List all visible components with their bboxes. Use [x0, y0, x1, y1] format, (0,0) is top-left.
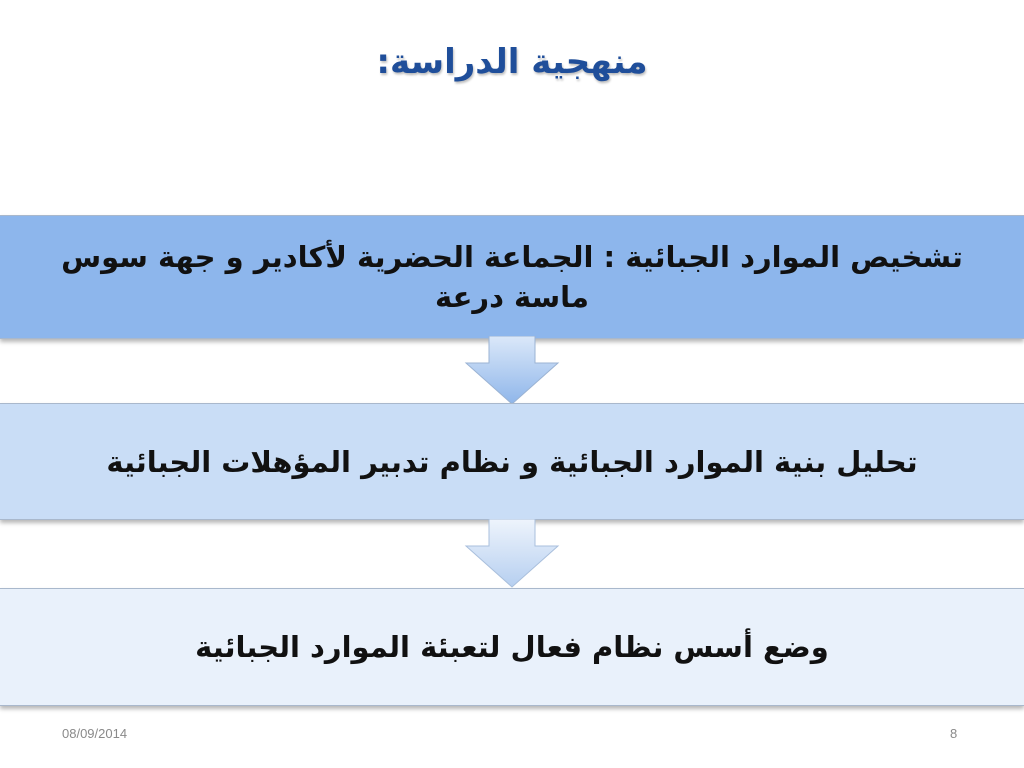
- footer-page-number: 8: [950, 726, 958, 741]
- slide-title: منهجية الدراسة:: [376, 42, 648, 82]
- down-arrow-icon: [0, 519, 1024, 589]
- down-arrow-icon: [0, 336, 1024, 406]
- footer-date: 08/09/2014: [62, 726, 128, 741]
- step-box-2: [0, 403, 1024, 520]
- step-2-text: تحليل بنية الموارد الجبائية و نظام تدبير المؤهلات الجبائية: [106, 444, 918, 479]
- step-box-1: [0, 215, 1024, 339]
- step-box-3: [0, 588, 1024, 706]
- step-3-text: وضع أسس نظام فعال لتعبئة الموارد الجبائية: [195, 630, 829, 664]
- step-1-text: تشخيص الموارد الجبائية : الجماعة الحضرية لأكادير و جهة سوس ماسة درعة: [61, 240, 963, 314]
